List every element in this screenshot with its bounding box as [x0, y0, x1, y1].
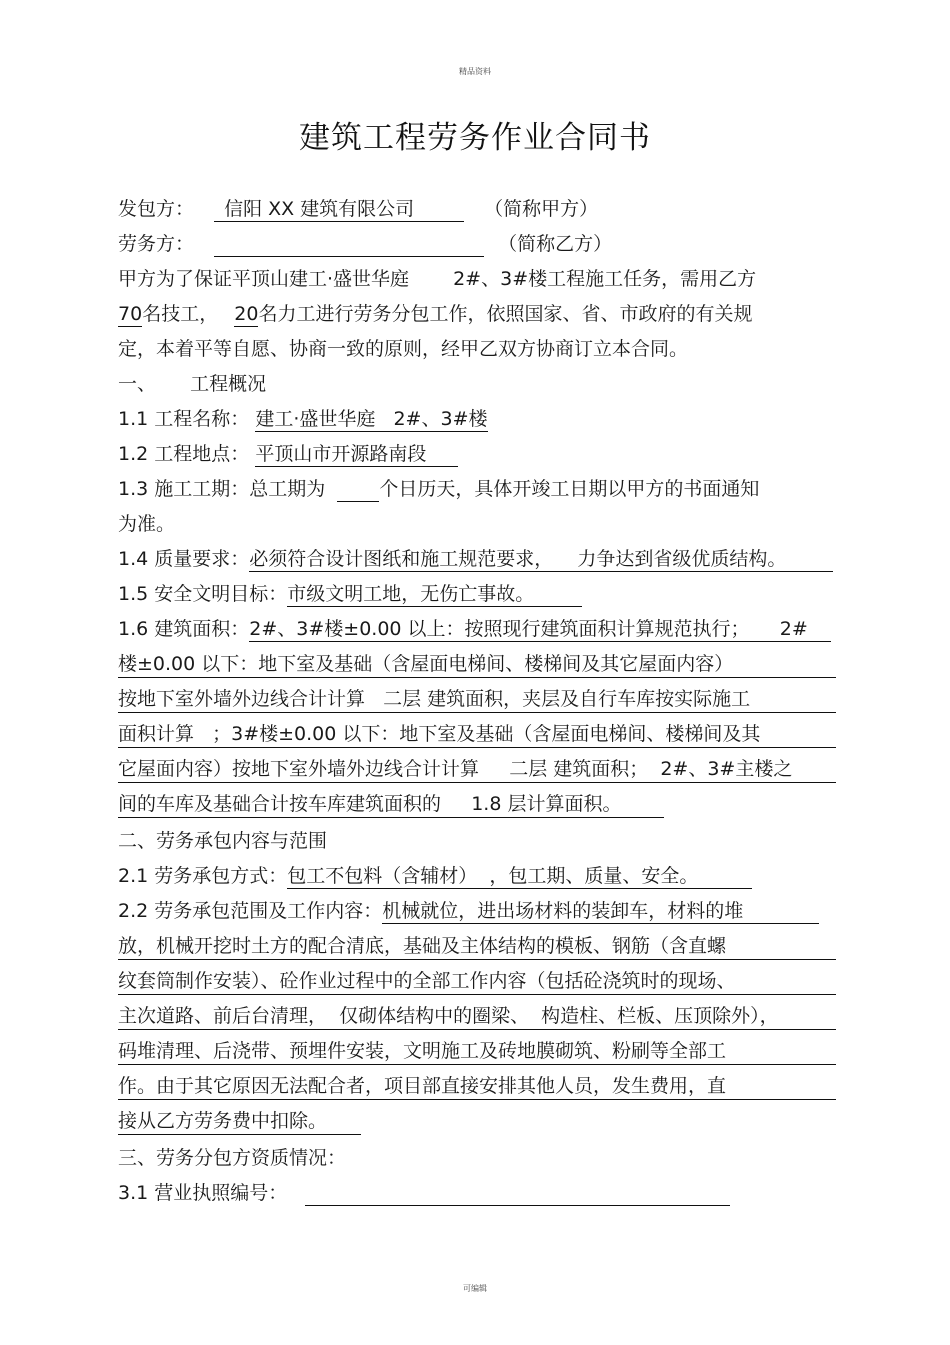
- intro-text-1b: 2#、3#楼工程施工任务，需用乙方: [453, 268, 757, 290]
- party-b-line: [118, 231, 612, 257]
- clause-1-5: [118, 581, 582, 607]
- intro-line-2: [118, 301, 752, 327]
- license-number-blank: [305, 1183, 730, 1206]
- clause-3-1-label: 3.1 营业执照编号：: [118, 1182, 288, 1204]
- party-a-label: 发包方：: [118, 198, 195, 220]
- quality-requirement: 必须符合设计图纸和施工规范要求， 力争达到省级优质结构。: [249, 547, 833, 572]
- scope-text-4: 主次道路、前后台清理， 仅砌体结构中的圈梁、 构造柱、栏板、压顶除外），: [118, 1003, 836, 1030]
- section-1-number: 一、: [118, 373, 157, 395]
- intro-text-1a: 甲方为了保证平顶山建工·盛世华庭: [118, 268, 410, 290]
- project-location: 平顶山市开源路南段: [255, 442, 458, 467]
- scope-text-2: 放，机械开挖时土方的配合清底，基础及主体结构的模板、钢筋（含直螺: [118, 933, 836, 960]
- section-2-heading: 二、劳务承包内容与范围: [118, 830, 328, 852]
- party-b-label: 劳务方：: [118, 233, 195, 255]
- section-3-heading: 三、劳务分包方资质情况：: [118, 1147, 347, 1169]
- footer-note: 可编辑: [463, 1284, 487, 1293]
- area-text-1: 2#、3#楼±0.00 以上：按照现行建筑面积计算规范执行； 2#: [249, 617, 831, 642]
- clause-1-3-line-1: [118, 476, 759, 502]
- area-text-5: 它屋面内容）按地下室外墙外边线合计计算 二层 建筑面积； 2#、3#主楼之: [118, 756, 836, 783]
- laborer-count: 20: [234, 303, 259, 325]
- scope-text-3: 纹套筒制作安装）、砼作业过程中的全部工作内容（包括砼浇筑时的现场、: [118, 968, 836, 995]
- clause-1-1-label: 1.1 工程名称：: [118, 408, 250, 430]
- contract-mode: 包工不包料（含辅材） ，包工期、质量、安全。: [287, 864, 752, 889]
- clause-1-6-line-1: [118, 616, 831, 642]
- party-a-line: [118, 196, 598, 222]
- clause-1-5-label: 1.5 安全文明目标：: [118, 583, 288, 605]
- area-text-2: 楼±0.00 以下：地下室及基础（含屋面电梯间、楼梯间及其它屋面内容）: [118, 651, 836, 678]
- clause-2-2-line-1: [118, 898, 819, 924]
- clause-1-6-label: 1.6 建筑面积：: [118, 618, 250, 640]
- intro-line-3: 定，本着平等自愿、协商一致的原则，经甲乙双方协商订立本合同。: [118, 338, 689, 360]
- clause-1-3-text-a: 1.3 施工工期：总工期为: [118, 478, 326, 500]
- document-title: 建筑工程劳务作业合同书: [299, 120, 651, 156]
- party-a-value: 信阳 XX 建筑有限公司: [214, 197, 464, 222]
- scope-text-7: 接从乙方劳务费中扣除。: [118, 1108, 361, 1135]
- project-name: 建工·盛世华庭 2#、3#楼: [255, 408, 488, 430]
- scope-text-1: 机械就位，进出场材料的装卸车，材料的堆: [382, 899, 819, 924]
- technician-count: 70: [118, 303, 143, 325]
- intro-text-2b: 名力工进行劳务分包工作，依照国家、省、市政府的有关规: [258, 303, 753, 325]
- section-1-title: 工程概况: [190, 373, 267, 395]
- party-b-blank: [214, 234, 484, 257]
- duration-blank: [337, 479, 379, 502]
- scope-text-5: 码堆清理、后浇带、预埋件安装，文明施工及砖地膜砌筑、粉刷等全部工: [118, 1038, 836, 1065]
- safety-target: 市级文明工地，无伤亡事故。: [287, 582, 582, 607]
- clause-1-3-line-2: 为准。: [118, 513, 176, 535]
- clause-1-2-label: 1.2 工程地点：: [118, 443, 250, 465]
- clause-2-1: [118, 863, 752, 889]
- clause-1-4: [118, 546, 833, 572]
- clause-1-2: [118, 441, 458, 467]
- party-b-note: （简称乙方）: [498, 233, 613, 255]
- clause-1-4-label: 1.4 质量要求：: [118, 548, 250, 570]
- section-1-heading: [118, 371, 266, 397]
- clause-3-1: [118, 1180, 730, 1206]
- header-note: 精品资料: [459, 67, 491, 76]
- intro-text-2a: 名技工，: [142, 303, 219, 325]
- clause-1-3-text-b: 个日历天，具体开竣工日期以甲方的书面通知: [379, 478, 760, 500]
- party-a-note: （简称甲方）: [484, 198, 599, 220]
- area-text-4: 面积计算 ；3#楼±0.00 以下：地下室及基础（含屋面电梯间、楼梯间及其: [118, 721, 836, 748]
- area-text-3: 按地下室外墙外边线合计计算 二层 建筑面积，夹层及自行车库按实际施工: [118, 686, 836, 713]
- clause-2-2-label: 2.2 劳务承包范围及工作内容：: [118, 900, 383, 922]
- clause-1-1: [118, 406, 488, 432]
- intro-line-1: [118, 266, 756, 292]
- scope-text-6: 作。由于其它原因无法配合者，项目部直接安排其他人员，发生费用，直: [118, 1073, 836, 1100]
- clause-2-1-label: 2.1 劳务承包方式：: [118, 865, 288, 887]
- area-text-6: 间的车库及基础合计按车库建筑面积的 1.8 层计算面积。: [118, 791, 664, 818]
